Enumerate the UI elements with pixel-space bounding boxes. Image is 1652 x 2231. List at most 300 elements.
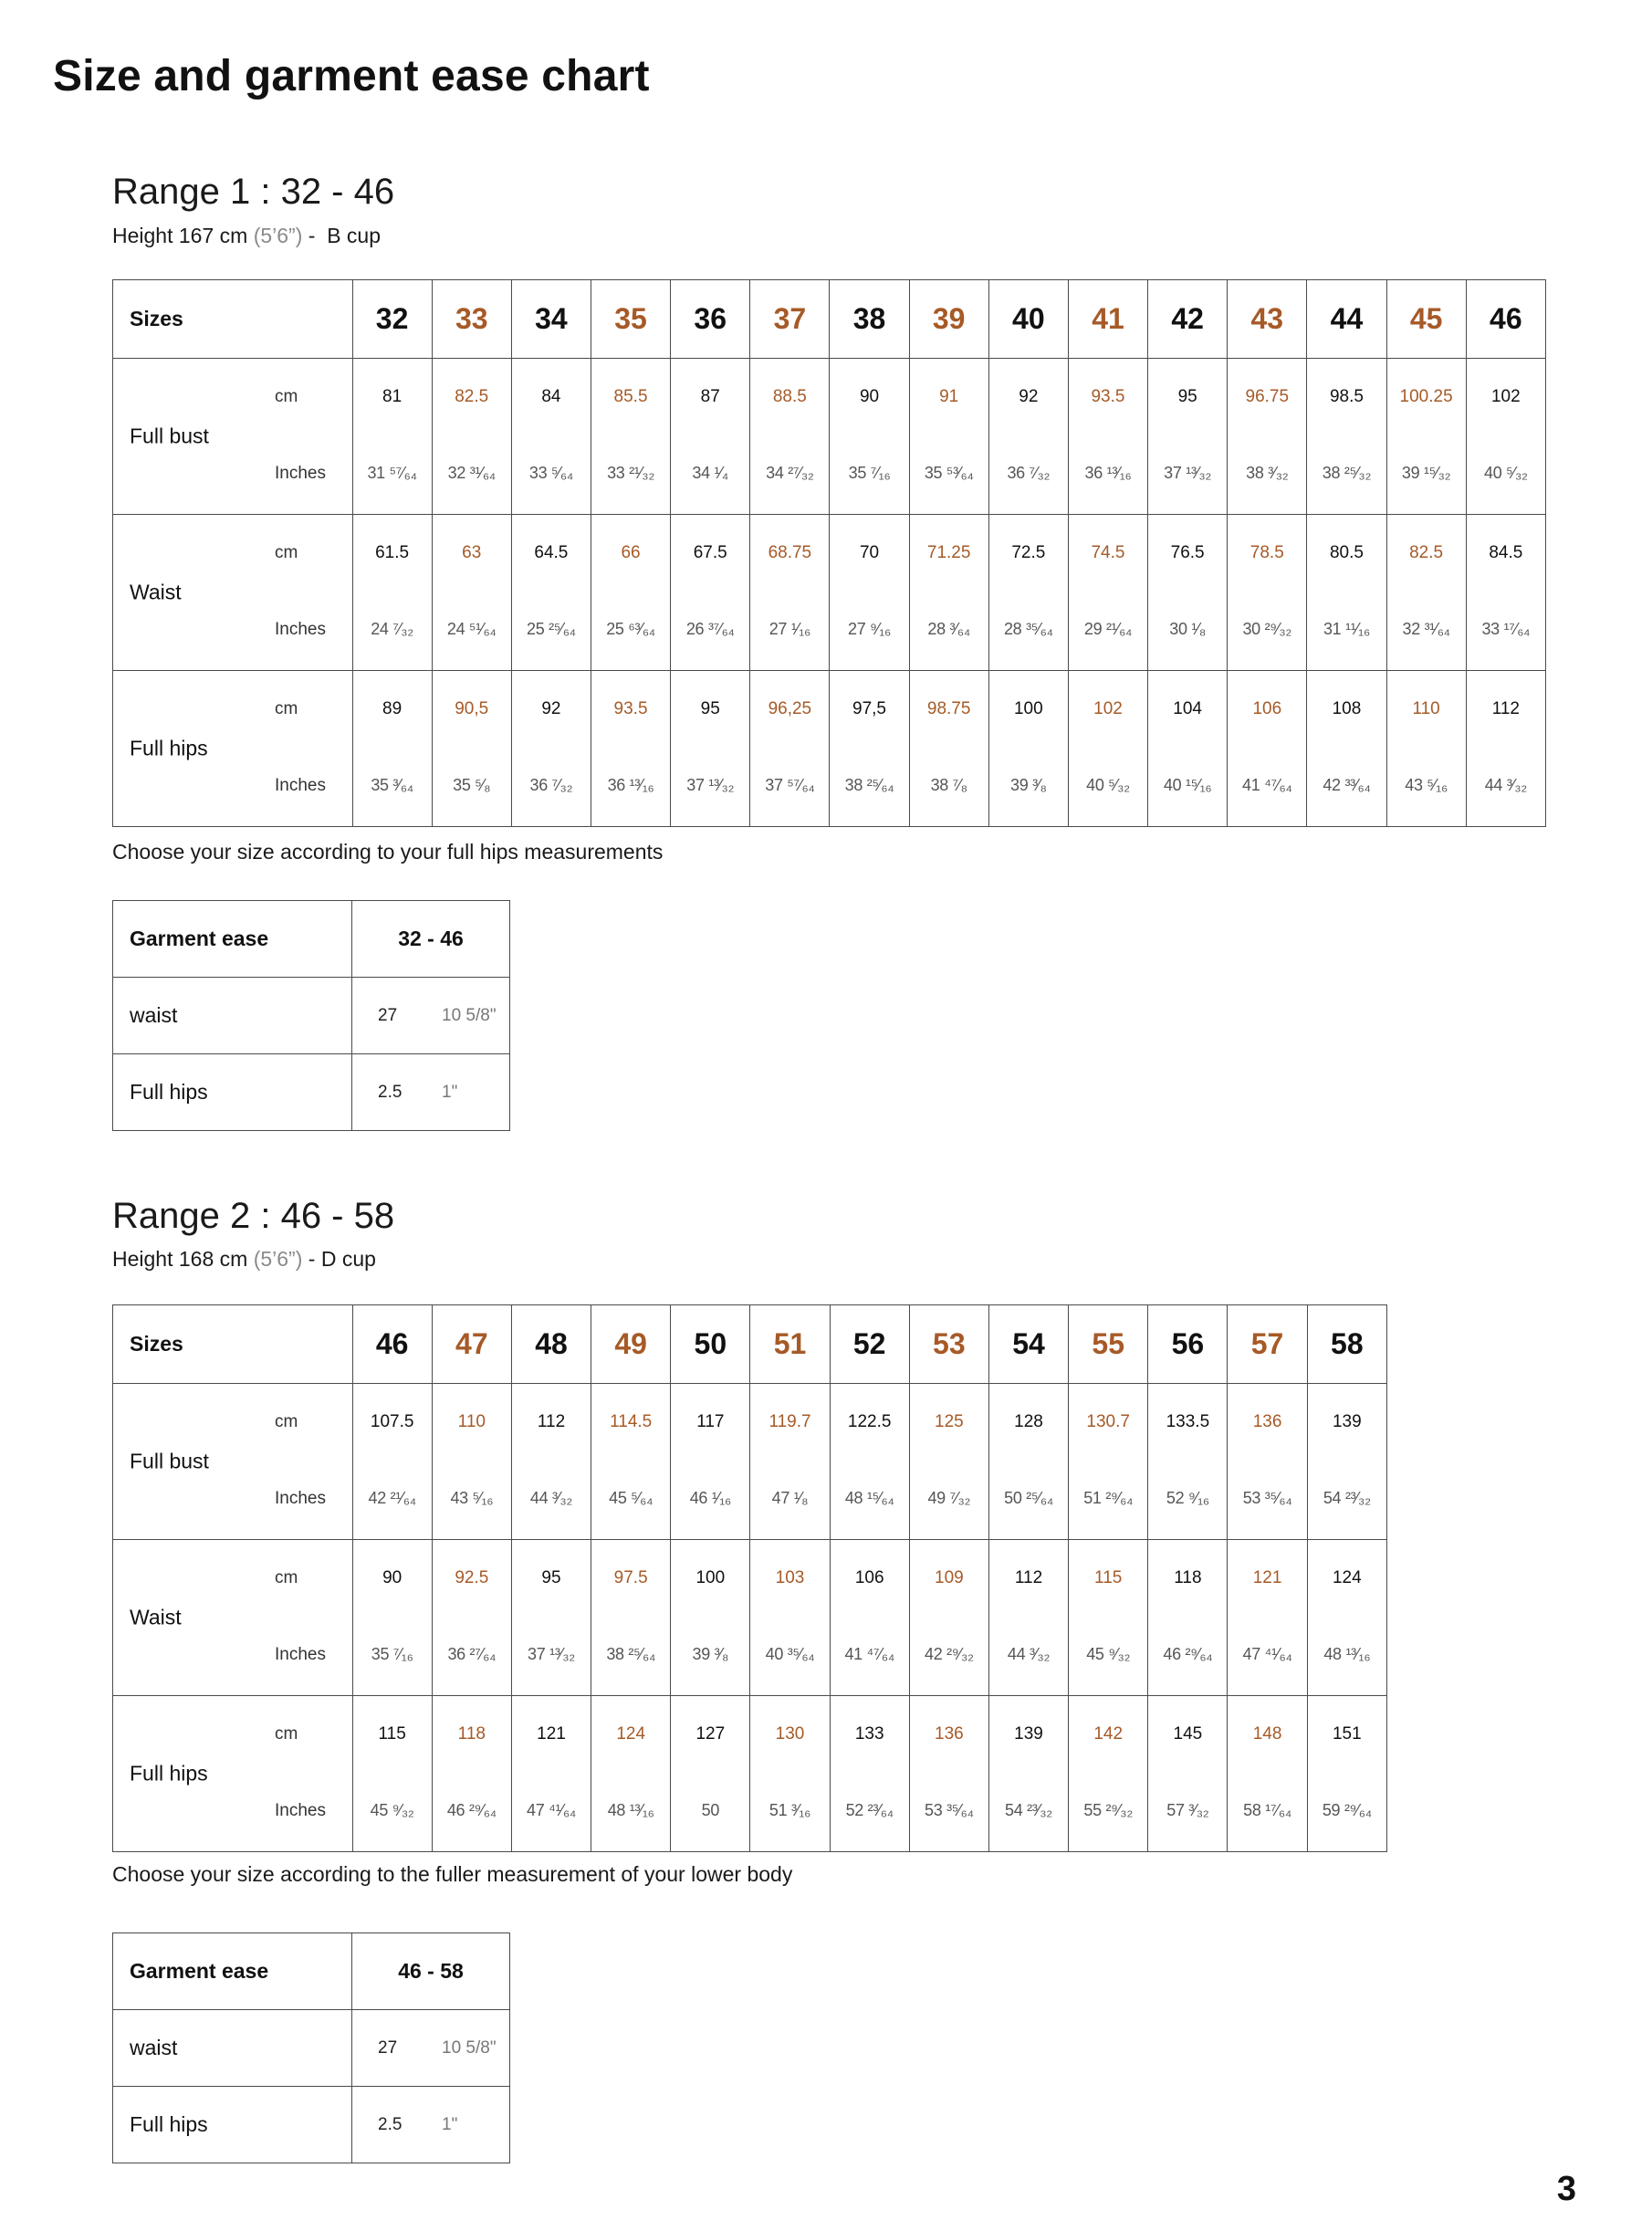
garment-ease-label: Garment ease <box>113 1933 352 2010</box>
waist-inches-value: 38 ²⁵⁄₆₄ <box>606 1645 656 1663</box>
full-hips-label: Full hips <box>130 736 208 760</box>
size-header-50: 50 <box>671 1305 750 1384</box>
table-row-waist <box>113 515 1546 671</box>
waist-cell <box>1148 1540 1228 1696</box>
full-hips-inches-value: 52 ²³⁄₆₄ <box>845 1801 894 1819</box>
size-header-37: 37 <box>750 280 830 359</box>
waist-cell <box>1068 515 1147 671</box>
table-row-full-hips <box>113 671 1546 827</box>
ease-row-full-hips <box>113 2087 510 2163</box>
waist-cell <box>591 1540 671 1696</box>
waist-inches-value: 31 ¹¹⁄₁₆ <box>1323 620 1370 638</box>
size-header-40: 40 <box>988 280 1068 359</box>
unit-inches-label: Inches <box>275 776 326 795</box>
full-hips-cm-value: 115 <box>378 1724 406 1744</box>
full-bust-cm-value: 92 <box>1019 387 1039 406</box>
waist-cm-value: 84.5 <box>1489 543 1523 562</box>
waist-inches-value: 27 ⁹⁄₁₆ <box>848 620 891 638</box>
full-bust-cell <box>352 1384 432 1540</box>
full-bust-cm-value: 84 <box>541 387 561 406</box>
size-header-58: 58 <box>1307 1305 1386 1384</box>
waist-inches-value: 47 ⁴¹⁄₆₄ <box>1242 1645 1292 1663</box>
waist-cell <box>352 1540 432 1696</box>
waist-cm-value: 66 <box>621 543 641 562</box>
full-hips-cell <box>432 671 511 827</box>
size-header-35: 35 <box>591 280 670 359</box>
full-bust-cm-value: 91 <box>939 387 959 406</box>
size-header-55: 55 <box>1069 1305 1148 1384</box>
full-hips-cell <box>1148 671 1228 827</box>
full-bust-inches-value: 36 ⁷⁄₃₂ <box>1007 464 1051 482</box>
range-1-subtitle <box>112 224 381 248</box>
range-2-note: Choose your size according to the fuller measurement of your lower body <box>112 1862 793 1886</box>
waist-inches-value: 29 ²¹⁄₆₄ <box>1083 620 1133 638</box>
waist-cell <box>1228 515 1307 671</box>
waist-cm-value: 76.5 <box>1170 543 1205 562</box>
waist-inches-value: 32 ³¹⁄₆₄ <box>1402 620 1450 638</box>
full-bust-cm-value: 117 <box>696 1412 725 1431</box>
size-header-53: 53 <box>909 1305 988 1384</box>
waist-label-cell <box>113 515 353 671</box>
unit-inches-label: Inches <box>275 464 326 483</box>
full-bust-inches-value: 52 ⁹⁄₁₆ <box>1166 1489 1209 1507</box>
waist-inches-value: 24 ⁷⁄₃₂ <box>371 620 413 638</box>
waist-inches-value: 25 ⁶³⁄₆₄ <box>606 620 655 638</box>
full-hips-cm-value: 110 <box>1412 699 1440 718</box>
full-hips-cm-value: 92 <box>541 699 561 718</box>
full-hips-cm-value: 145 <box>1173 1724 1203 1744</box>
waist-inches-value: 40 ³⁵⁄₆₄ <box>765 1645 815 1663</box>
full-hips-cell <box>1228 671 1307 827</box>
table-row-full-bust <box>113 359 1546 515</box>
ease-waist-label: waist <box>113 2010 352 2087</box>
full-hips-cm-value: 108 <box>1332 699 1362 718</box>
full-bust-cm-value: 85.5 <box>613 387 648 406</box>
full-hips-cm-value: 112 <box>1491 699 1520 718</box>
ease-waist-values <box>352 978 510 1054</box>
full-bust-inches-value: 35 ⁵³⁄₆₄ <box>924 464 974 482</box>
full-bust-cell <box>432 1384 511 1540</box>
full-bust-inches-value: 33 ²¹⁄₃₂ <box>607 464 655 482</box>
waist-cm-value: 90 <box>382 1568 403 1587</box>
ease-full-hips-values <box>352 2087 510 2163</box>
full-bust-cm-value: 110 <box>457 1412 486 1431</box>
full-hips-cm-value: 118 <box>457 1724 486 1744</box>
size-header-56: 56 <box>1148 1305 1228 1384</box>
full-bust-inches-value: 32 ³¹⁄₆₄ <box>447 464 496 482</box>
waist-inches-value: 41 ⁴⁷⁄₆₄ <box>844 1645 894 1663</box>
ease-row-waist <box>113 2010 510 2087</box>
full-bust-cell <box>1307 359 1386 515</box>
unit-inches-label: Inches <box>275 1645 326 1664</box>
full-hips-cm-value: 139 <box>1014 1724 1043 1744</box>
full-bust-cm-value: 81 <box>382 387 403 406</box>
full-bust-cell <box>1228 359 1307 515</box>
waist-cell <box>1466 515 1545 671</box>
full-bust-cell <box>909 359 988 515</box>
size-header-39: 39 <box>909 280 988 359</box>
full-hips-inches-value: 51 ³⁄₁₆ <box>768 1801 811 1819</box>
full-hips-inches-value: 41 ⁴⁷⁄₆₄ <box>1242 776 1292 794</box>
waist-cell <box>1307 1540 1386 1696</box>
full-hips-cm-value: 98.75 <box>926 699 971 718</box>
size-header-52: 52 <box>830 1305 909 1384</box>
waist-cm-value: 78.5 <box>1249 543 1284 562</box>
full-hips-inches-value: 43 ⁵⁄₁₆ <box>1405 776 1448 794</box>
size-header-57: 57 <box>1228 1305 1307 1384</box>
unit-inches-label: Inches <box>275 1801 326 1820</box>
full-hips-inches-value: 35 ³⁄₆₄ <box>371 776 413 794</box>
size-header-46: 46 <box>352 1305 432 1384</box>
full-bust-inches-value: 47 ¹⁄₈ <box>771 1489 809 1507</box>
full-hips-cell <box>671 1696 750 1852</box>
size-header-36: 36 <box>671 280 750 359</box>
full-hips-inches-value: 37 ¹³⁄₃₂ <box>686 776 735 794</box>
size-header-54: 54 <box>988 1305 1068 1384</box>
table-row-waist <box>113 1540 1387 1696</box>
waist-cell <box>750 515 830 671</box>
full-bust-cell <box>1307 1384 1386 1540</box>
sizes-header-row <box>113 1305 1387 1384</box>
unit-cm-label: cm <box>275 1568 298 1587</box>
full-hips-cm-value: 127 <box>695 1724 726 1744</box>
full-hips-inches-value: 35 ⁵⁄₈ <box>453 776 491 794</box>
sizes-label: Sizes <box>113 280 353 359</box>
full-hips-inches-value: 44 ³⁄₃₂ <box>1484 776 1527 794</box>
size-header-43: 43 <box>1228 280 1307 359</box>
ease-full-hips-cm: 2.5 <box>378 1082 403 1102</box>
full-hips-cell <box>511 1696 591 1852</box>
waist-label: Waist <box>130 580 182 604</box>
range-2-subtitle <box>112 1247 376 1272</box>
full-hips-inches-value: 46 ²⁹⁄₆₄ <box>446 1801 497 1819</box>
full-bust-inches-value: 35 ⁷⁄₁₆ <box>848 464 891 482</box>
full-hips-inches-value: 59 ²⁹⁄₆₄ <box>1322 1801 1372 1819</box>
full-hips-inches-value: 54 ²³⁄₃₂ <box>1005 1801 1052 1819</box>
waist-cell <box>830 1540 909 1696</box>
waist-inches-value: 26 ³⁷⁄₆₄ <box>685 620 735 638</box>
full-bust-cm-value: 93.5 <box>1091 387 1125 406</box>
waist-cm-value: 109 <box>935 1568 964 1587</box>
full-bust-label: Full bust <box>130 424 209 448</box>
range-2-heading: Range 2 : 46 - 58 <box>112 1196 395 1236</box>
waist-cm-value: 71.25 <box>926 543 971 562</box>
range-1-height-imperial: (5’6”) <box>253 224 303 247</box>
full-hips-inches-value: 39 ³⁄₈ <box>1009 776 1047 794</box>
ease-row-waist <box>113 978 510 1054</box>
waist-cm-value: 80.5 <box>1329 543 1364 562</box>
full-hips-cm-value: 133 <box>854 1724 884 1744</box>
full-bust-cm-value: 136 <box>1252 1412 1282 1431</box>
waist-inches-value: 39 ³⁄₈ <box>692 1645 729 1663</box>
waist-inches-value: 48 ¹³⁄₁₆ <box>1323 1645 1371 1663</box>
full-bust-inches-value: 38 ²⁵⁄₃₂ <box>1322 464 1372 482</box>
waist-inches-value: 25 ²⁵⁄₆₄ <box>527 620 576 638</box>
waist-inches-value: 46 ²⁹⁄₆₄ <box>1163 1645 1213 1663</box>
full-hips-inches-value: 55 ²⁹⁄₃₂ <box>1083 1801 1134 1819</box>
waist-inches-value: 30 ¹⁄₈ <box>1169 620 1206 638</box>
full-bust-inches-value: 51 ²⁹⁄₆₄ <box>1083 1489 1134 1507</box>
full-hips-cell <box>988 671 1068 827</box>
full-hips-cm-value: 106 <box>1252 699 1282 718</box>
waist-cm-value: 63 <box>462 543 482 562</box>
range-1-cup: - B cup <box>302 224 382 247</box>
waist-cell <box>671 515 750 671</box>
unit-inches-label: Inches <box>275 1489 326 1508</box>
unit-cm-label: cm <box>275 699 298 718</box>
waist-cm-value: 97.5 <box>613 1568 648 1587</box>
full-bust-cell <box>352 359 432 515</box>
full-bust-cell <box>511 359 591 515</box>
full-hips-cell <box>1069 1696 1148 1852</box>
waist-inches-value: 36 ²⁷⁄₆₄ <box>447 1645 497 1663</box>
full-hips-cell <box>352 1696 432 1852</box>
full-bust-cell <box>1466 359 1545 515</box>
full-bust-inches-value: 33 ⁵⁄₆₄ <box>528 464 573 482</box>
waist-cell <box>671 1540 750 1696</box>
full-bust-inches-value: 34 ¹⁄₄ <box>692 464 728 482</box>
ease-full-hips-values <box>352 1054 510 1131</box>
full-bust-cm-value: 88.5 <box>772 387 807 406</box>
table-row-full-bust <box>113 1384 1387 1540</box>
full-bust-cell <box>591 359 670 515</box>
waist-cm-value: 115 <box>1094 1568 1123 1587</box>
garment-ease-range: 32 - 46 <box>352 901 510 978</box>
full-bust-inches-value: 36 ¹³⁄₁₆ <box>1084 464 1132 482</box>
waist-cell <box>1307 515 1386 671</box>
full-bust-cell <box>432 359 511 515</box>
full-hips-inches-value: 48 ¹³⁄₁₆ <box>607 1801 654 1819</box>
full-hips-cm-value: 97,5 <box>852 699 886 718</box>
waist-cell <box>1148 515 1228 671</box>
full-bust-cm-value: 128 <box>1014 1412 1043 1431</box>
size-header-48: 48 <box>511 1305 591 1384</box>
waist-cell <box>1386 515 1466 671</box>
full-hips-inches-value: 36 ⁷⁄₃₂ <box>529 776 573 794</box>
waist-inches-value: 44 ³⁄₃₂ <box>1007 1645 1051 1663</box>
waist-cm-value: 121 <box>1252 1568 1282 1587</box>
sizes-header-row <box>113 280 1546 359</box>
full-bust-label: Full bust <box>130 1449 209 1473</box>
full-bust-cell <box>909 1384 988 1540</box>
waist-cell <box>909 515 988 671</box>
full-bust-label-cell <box>113 359 353 515</box>
full-bust-cell <box>988 1384 1068 1540</box>
full-bust-cm-value: 112 <box>537 1412 566 1431</box>
full-hips-inches-value: 42 ³³⁄₆₄ <box>1323 776 1371 794</box>
garment-ease-label: Garment ease <box>113 901 352 978</box>
full-bust-label-cell <box>113 1384 353 1540</box>
size-header-47: 47 <box>432 1305 511 1384</box>
ease-full-hips-cm: 2.5 <box>378 2114 403 2134</box>
full-hips-cell <box>1307 1696 1386 1852</box>
ease-header-row <box>113 901 510 978</box>
full-hips-cell <box>591 671 670 827</box>
full-bust-inches-value: 37 ¹³⁄₃₂ <box>1164 464 1212 482</box>
full-hips-inches-value: 50 <box>701 1801 720 1819</box>
waist-cm-value: 124 <box>1332 1568 1362 1587</box>
range-1-heading: Range 1 : 32 - 46 <box>112 172 395 212</box>
ease-full-hips-label: Full hips <box>113 1054 352 1131</box>
full-bust-cell <box>988 359 1068 515</box>
waist-inches-value: 42 ²⁹⁄₃₂ <box>925 1645 974 1663</box>
waist-label: Waist <box>130 1605 182 1629</box>
full-bust-inches-value: 44 ³⁄₃₂ <box>529 1489 573 1507</box>
full-hips-cm-value: 89 <box>382 699 403 718</box>
full-bust-cm-value: 119.7 <box>768 1412 811 1431</box>
full-hips-cm-value: 100 <box>1013 699 1043 718</box>
full-bust-inches-value: 54 ²³⁄₃₂ <box>1323 1489 1371 1507</box>
full-bust-cell <box>750 1384 830 1540</box>
waist-cm-value: 95 <box>541 1568 561 1587</box>
full-hips-inches-value: 38 ⁷⁄₈ <box>930 776 967 794</box>
unit-cm-label: cm <box>275 1724 298 1744</box>
ease-waist-label: waist <box>113 978 352 1054</box>
size-header-49: 49 <box>591 1305 671 1384</box>
waist-cm-value: 103 <box>775 1568 805 1587</box>
waist-inches-value: 30 ²⁹⁄₃₂ <box>1242 620 1292 638</box>
full-hips-cell <box>1307 671 1386 827</box>
waist-inches-value: 37 ¹³⁄₃₂ <box>528 1645 575 1663</box>
waist-inches-value: 33 ¹⁷⁄₆₄ <box>1481 620 1531 638</box>
full-hips-cm-value: 124 <box>616 1724 646 1744</box>
waist-inches-value: 35 ⁷⁄₁₆ <box>371 1645 413 1663</box>
full-bust-cm-value: 98.5 <box>1329 387 1364 406</box>
size-header-46: 46 <box>1466 280 1545 359</box>
range-2-height: Height 168 cm <box>112 1247 248 1271</box>
size-header-42: 42 <box>1148 280 1228 359</box>
sizes-label: Sizes <box>113 1305 353 1384</box>
waist-cm-value: 68.75 <box>768 543 812 562</box>
waist-cell <box>511 515 591 671</box>
full-bust-cell <box>671 1384 750 1540</box>
full-hips-inches-value: 53 ³⁵⁄₆₄ <box>925 1801 974 1819</box>
waist-cell <box>511 1540 591 1696</box>
waist-cell <box>432 1540 511 1696</box>
full-bust-cm-value: 125 <box>935 1412 964 1431</box>
full-bust-inches-value: 50 ²⁵⁄₆₄ <box>1004 1489 1053 1507</box>
full-hips-cell <box>830 1696 909 1852</box>
ease-row-full-hips <box>113 1054 510 1131</box>
full-hips-cm-value: 104 <box>1173 699 1202 718</box>
full-bust-cm-value: 114.5 <box>610 1412 653 1431</box>
range-1-height: Height 167 cm <box>112 224 248 247</box>
full-hips-cm-value: 93.5 <box>613 699 648 718</box>
full-hips-cm-value: 95 <box>700 699 720 718</box>
full-bust-cell <box>1228 1384 1307 1540</box>
full-bust-inches-value: 53 ³⁵⁄₆₄ <box>1242 1489 1292 1507</box>
waist-cell <box>909 1540 988 1696</box>
waist-cell <box>830 515 909 671</box>
full-hips-inches-value: 37 ⁵⁷⁄₆₄ <box>765 776 815 794</box>
full-bust-cell <box>1148 359 1228 515</box>
full-hips-cell <box>750 1696 830 1852</box>
full-bust-cm-value: 82.5 <box>455 387 489 406</box>
full-hips-cell <box>988 1696 1068 1852</box>
ease-full-hips-inches: 1" <box>442 2114 458 2134</box>
full-bust-inches-value: 43 ⁵⁄₁₆ <box>450 1489 494 1507</box>
full-bust-cell <box>511 1384 591 1540</box>
full-bust-inches-value: 42 ²¹⁄₆₄ <box>368 1489 416 1507</box>
full-hips-cell <box>1466 671 1545 827</box>
waist-cm-value: 112 <box>1014 1568 1043 1587</box>
full-hips-cell <box>511 671 591 827</box>
full-bust-inches-value: 46 ¹⁄₁₆ <box>689 1489 731 1507</box>
full-hips-cm-value: 142 <box>1093 1724 1124 1744</box>
waist-cm-value: 118 <box>1174 1568 1202 1587</box>
full-hips-inches-value: 58 ¹⁷⁄₆₄ <box>1243 1801 1291 1819</box>
full-bust-cm-value: 96.75 <box>1245 387 1290 406</box>
full-bust-inches-value: 31 ⁵⁷⁄₆₄ <box>367 464 417 482</box>
full-hips-cm-value: 148 <box>1252 1724 1282 1744</box>
full-hips-cell <box>432 1696 511 1852</box>
waist-cell <box>432 515 511 671</box>
waist-cm-value: 82.5 <box>1409 543 1444 562</box>
page-number: 3 <box>1556 2170 1576 2208</box>
full-hips-cell <box>591 1696 671 1852</box>
ease-header-row <box>113 1933 510 2010</box>
full-hips-label-cell <box>113 671 353 827</box>
full-hips-label-cell <box>113 1696 353 1852</box>
unit-cm-label: cm <box>275 1412 298 1431</box>
full-hips-cm-value: 90,5 <box>455 699 489 718</box>
full-bust-inches-value: 45 ⁵⁄₆₄ <box>609 1489 653 1507</box>
full-bust-cell <box>750 359 830 515</box>
size-header-45: 45 <box>1386 280 1466 359</box>
table-row-full-hips <box>113 1696 1387 1852</box>
waist-cell <box>988 1540 1068 1696</box>
full-bust-cell <box>1386 359 1466 515</box>
waist-inches-value: 28 ³⁵⁄₆₄ <box>1003 620 1053 638</box>
size-header-32: 32 <box>352 280 432 359</box>
waist-cm-value: 92.5 <box>455 1568 489 1587</box>
range-2-cup: - D cup <box>302 1247 376 1271</box>
ease-waist-inches: 10 5/8" <box>442 2037 497 2058</box>
full-hips-cell <box>1386 671 1466 827</box>
ease-full-hips-inches: 1" <box>442 1082 458 1102</box>
range-2-garment-ease-table <box>112 1932 510 2163</box>
full-hips-inches-value: 45 ⁹⁄₃₂ <box>370 1801 414 1819</box>
full-bust-cell <box>591 1384 671 1540</box>
full-hips-cell <box>671 671 750 827</box>
full-hips-cell <box>909 671 988 827</box>
size-header-34: 34 <box>511 280 591 359</box>
full-hips-cm-value: 151 <box>1332 1724 1362 1744</box>
waist-cm-value: 106 <box>854 1568 884 1587</box>
full-bust-cm-value: 139 <box>1332 1412 1362 1431</box>
full-bust-cm-value: 87 <box>700 387 720 406</box>
size-header-41: 41 <box>1068 280 1147 359</box>
ease-waist-cm: 27 <box>378 1005 398 1025</box>
waist-cm-value: 74.5 <box>1091 543 1125 562</box>
waist-cell <box>352 515 432 671</box>
full-bust-cm-value: 107.5 <box>370 1412 414 1431</box>
full-bust-inches-value: 49 ⁷⁄₃₂ <box>927 1489 971 1507</box>
waist-cm-value: 70 <box>859 543 880 562</box>
full-hips-cell <box>1068 671 1147 827</box>
full-hips-inches-value: 36 ¹³⁄₁₆ <box>607 776 654 794</box>
full-hips-cm-value: 96,25 <box>768 699 812 718</box>
garment-ease-range: 46 - 58 <box>352 1933 510 2010</box>
full-bust-inches-value: 40 ⁵⁄₃₂ <box>1483 464 1528 482</box>
waist-inches-value: 27 ¹⁄₁₆ <box>768 620 810 638</box>
full-bust-inches-value: 34 ²⁷⁄₃₂ <box>766 464 814 482</box>
full-bust-cm-value: 90 <box>859 387 880 406</box>
full-hips-inches-value: 47 ⁴¹⁄₆₄ <box>527 1801 576 1819</box>
full-bust-cm-value: 130.7 <box>1086 1412 1130 1431</box>
waist-cell <box>750 1540 830 1696</box>
full-hips-cm-value: 121 <box>537 1724 566 1744</box>
